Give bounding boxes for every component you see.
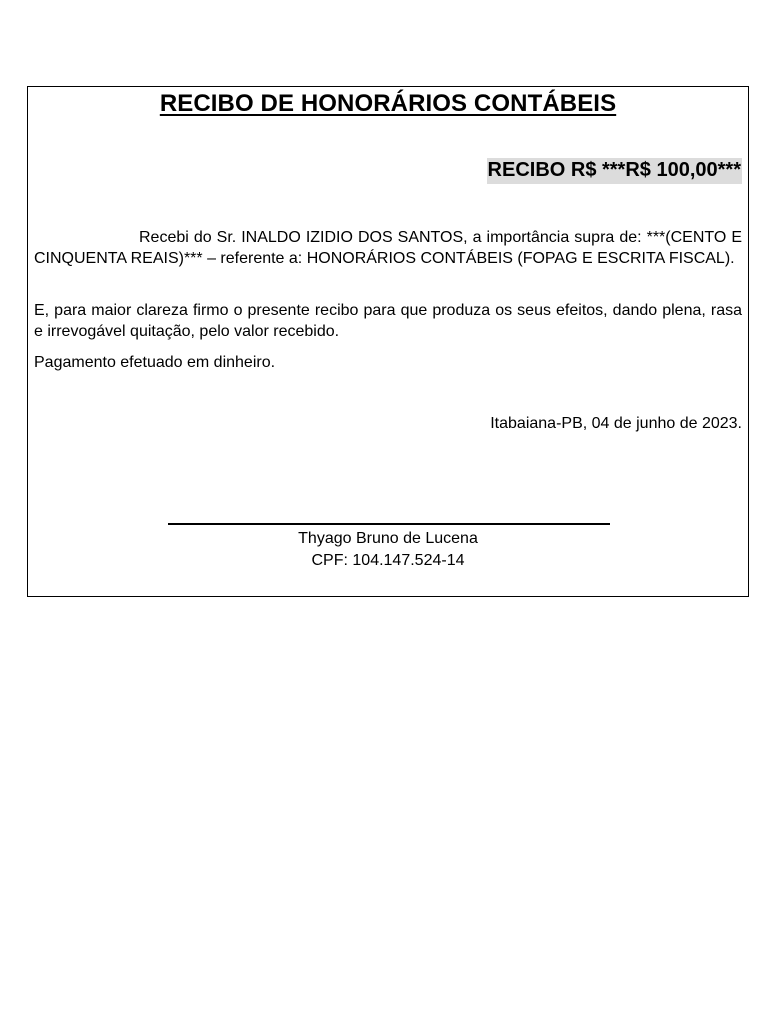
receipt-paragraph-received: Recebi do Sr. INALDO IZIDIO DOS SANTOS, a importância supra de: ***(CENTO E CINQUENTA REAIS)*** – referente a: HONORÁRIOS CONTÁBEIS (FOPAG E ESCRITA FISCAL).: [34, 229, 742, 267]
signer-cpf: CPF: 104.147.524-14: [311, 552, 465, 569]
receipt-box: [27, 86, 749, 597]
receipt-title: RECIBO DE HONORÁRIOS CONTÁBEIS: [159, 90, 617, 117]
receipt-paragraph-payment: Pagamento efetuado em dinheiro.: [34, 354, 276, 371]
place-and-date: Itabaiana-PB, 04 de junho de 2023.: [490, 415, 742, 432]
signer-name: Thyago Bruno de Lucena: [298, 530, 478, 547]
amount-container: [487, 158, 742, 184]
receipt-paragraph-clarity: E, para maior clareza firmo o presente recibo para que produza os seus efeitos, dando plena, rasa e irrevogável quitação, pelo valor recebido.: [34, 302, 742, 340]
receipt-amount: RECIBO R$ ***R$ 100,00***: [487, 158, 742, 184]
signature-line: [168, 523, 610, 525]
